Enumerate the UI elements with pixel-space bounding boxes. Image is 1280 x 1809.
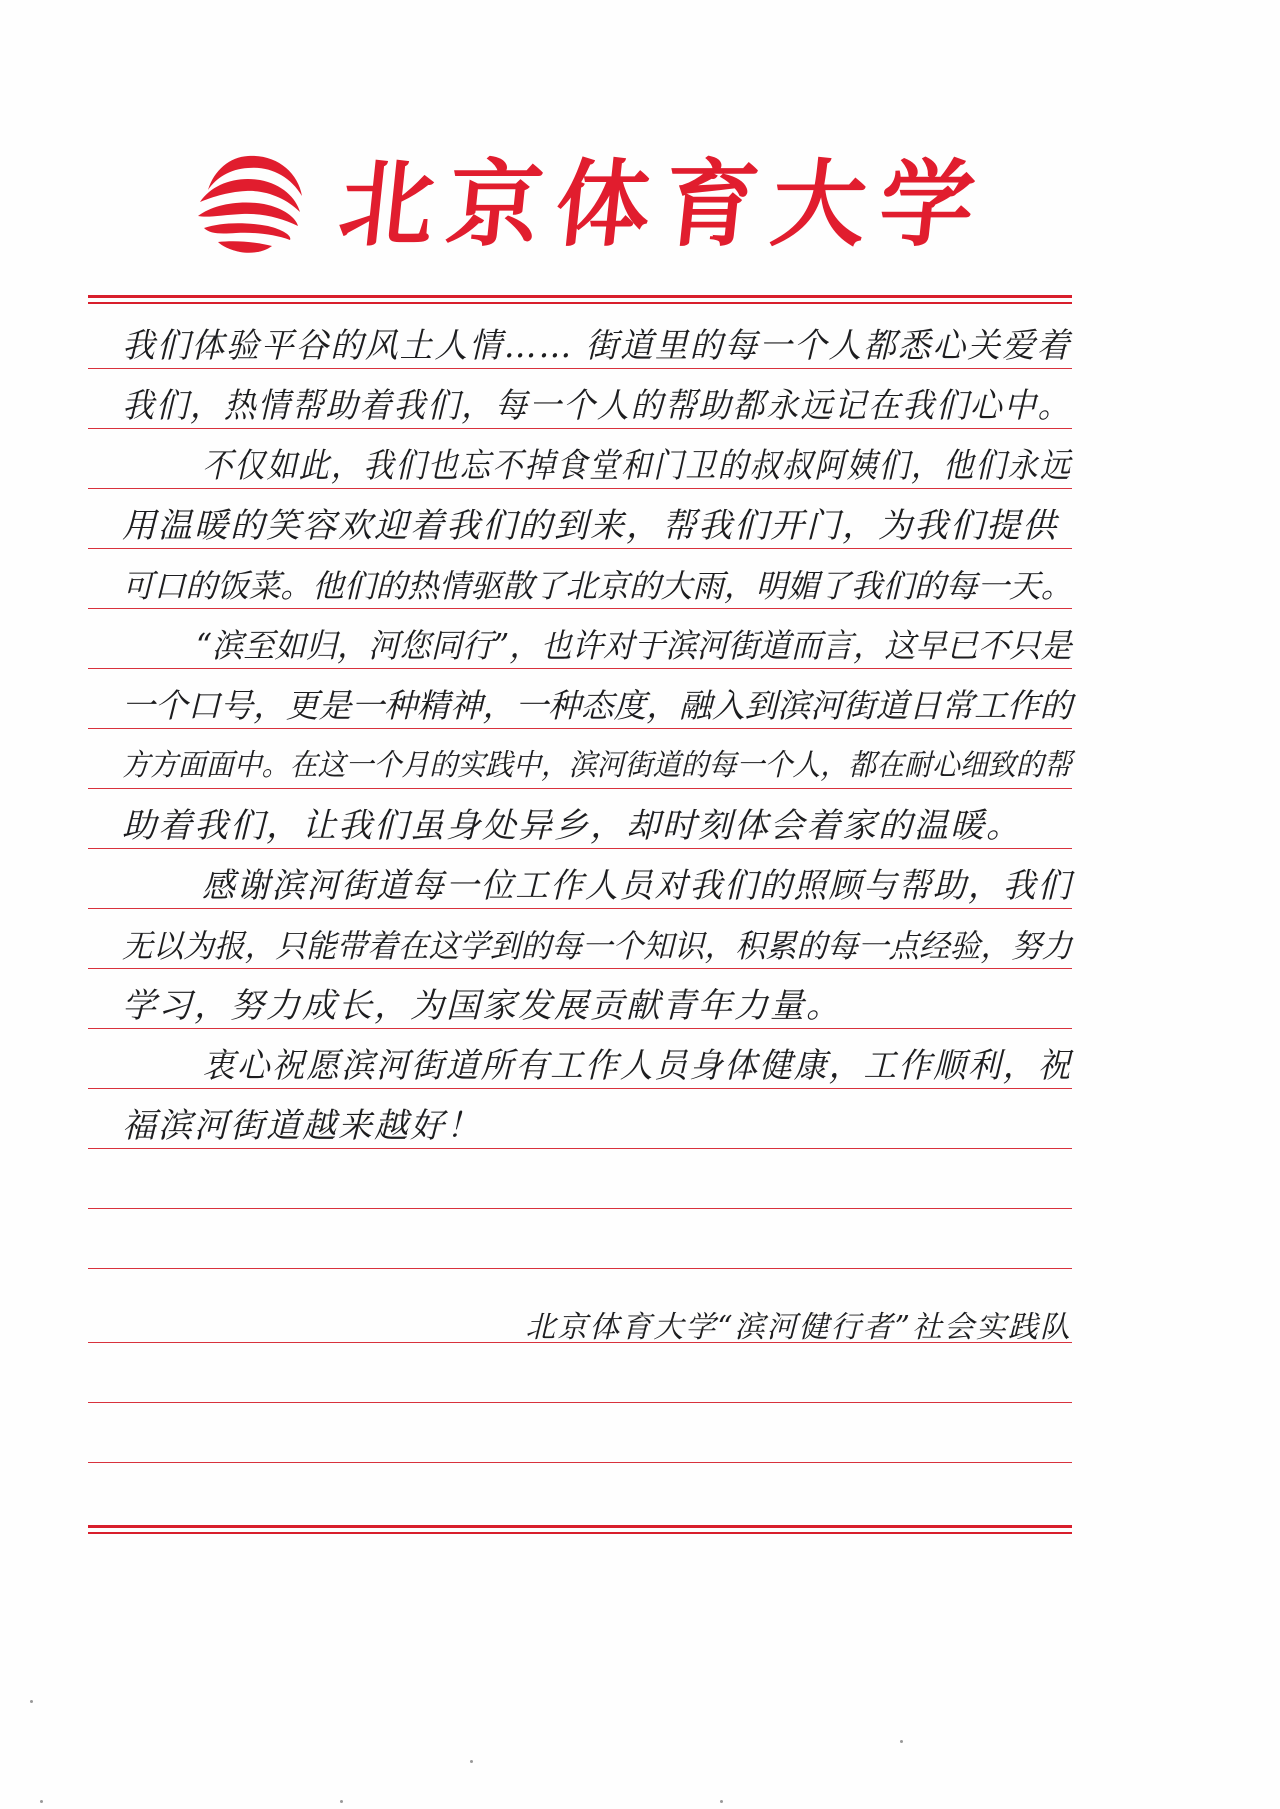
ruled-line [88,1148,1072,1149]
ruled-line [88,548,1072,549]
scan-speck [900,1740,903,1743]
ruled-line [88,1402,1072,1403]
letter-line: 无以为报，只能带着在这学到的每一个知识，积累的每一点经验，努力 [122,927,1073,965]
ruled-line [88,1268,1072,1269]
ruled-line [88,1208,1072,1209]
letter-line: 可口的饭菜。他们的热情驱散了北京的大雨，明媚了我们的每一天。 [122,567,1073,605]
letter-line: 福滨河街道越来越好！ [122,1106,482,1146]
letter-line: 我们，热情帮助着我们，每一个人的帮助都永远记在我们心中。 [122,386,1072,426]
ruled-line [88,728,1072,729]
letter-line: 不仅如此，我们也忘不掉食堂和门卫的叔叔阿姨们，他们永远 [202,446,1072,486]
scan-speck [30,1700,33,1703]
top-double-rule [88,295,1072,304]
bottom-double-rule [88,1525,1072,1534]
ruled-line [88,848,1072,849]
ruled-line [88,1088,1072,1089]
ruled-line [88,968,1072,969]
signature: 北京体育大学“滨河健行者”社会实践队 [525,1310,1072,1345]
scan-speck [40,1800,43,1803]
ruled-line [88,428,1072,429]
letter-line: 衷心祝愿滨河街道所有工作人员身体健康，工作顺利，祝 [202,1046,1073,1086]
letter-line: “滨至如归，河您同行”，也许对于滨河街道而言，这早已不只是 [196,626,1072,665]
ruled-line [88,1462,1072,1463]
ruled-line [88,368,1072,369]
letter-line: 感谢滨河街道每一位工作人员对我们的照顾与帮助，我们 [202,866,1073,906]
ruled-line [88,608,1072,609]
bsu-logo-icon [190,146,306,258]
letter-line: 助着我们，让我们虽身处异乡，却时刻体会着家的温暖。 [122,806,1022,846]
university-name: 北京体育大学 [334,150,994,260]
letter-line: 方方面面中。在这一个月的实践中，滨河街道的每一个人，都在耐心细致的帮 [122,748,1072,783]
letter-line: 学习，努力成长，为国家发展贡献青年力量。 [122,986,842,1026]
ruled-line [88,668,1072,669]
scan-speck [470,1760,473,1763]
ruled-line [88,908,1072,909]
scan-speck [340,1800,343,1803]
letter-line: 我们体验平谷的风土人情…… 街道里的每一个人都悉心关爱着 [122,326,1072,366]
ruled-line [88,1028,1072,1029]
letter-line: 用温暖的笑容欢迎着我们的到来，帮我们开门，为我们提供 [122,506,1058,546]
ruled-line [88,788,1072,789]
letterhead [190,140,994,270]
scan-speck [720,1800,723,1803]
letter-line: 一个口号，更是一种精神，一种态度，融入到滨河街道日常工作的 [122,686,1073,725]
ruled-line [88,488,1072,489]
